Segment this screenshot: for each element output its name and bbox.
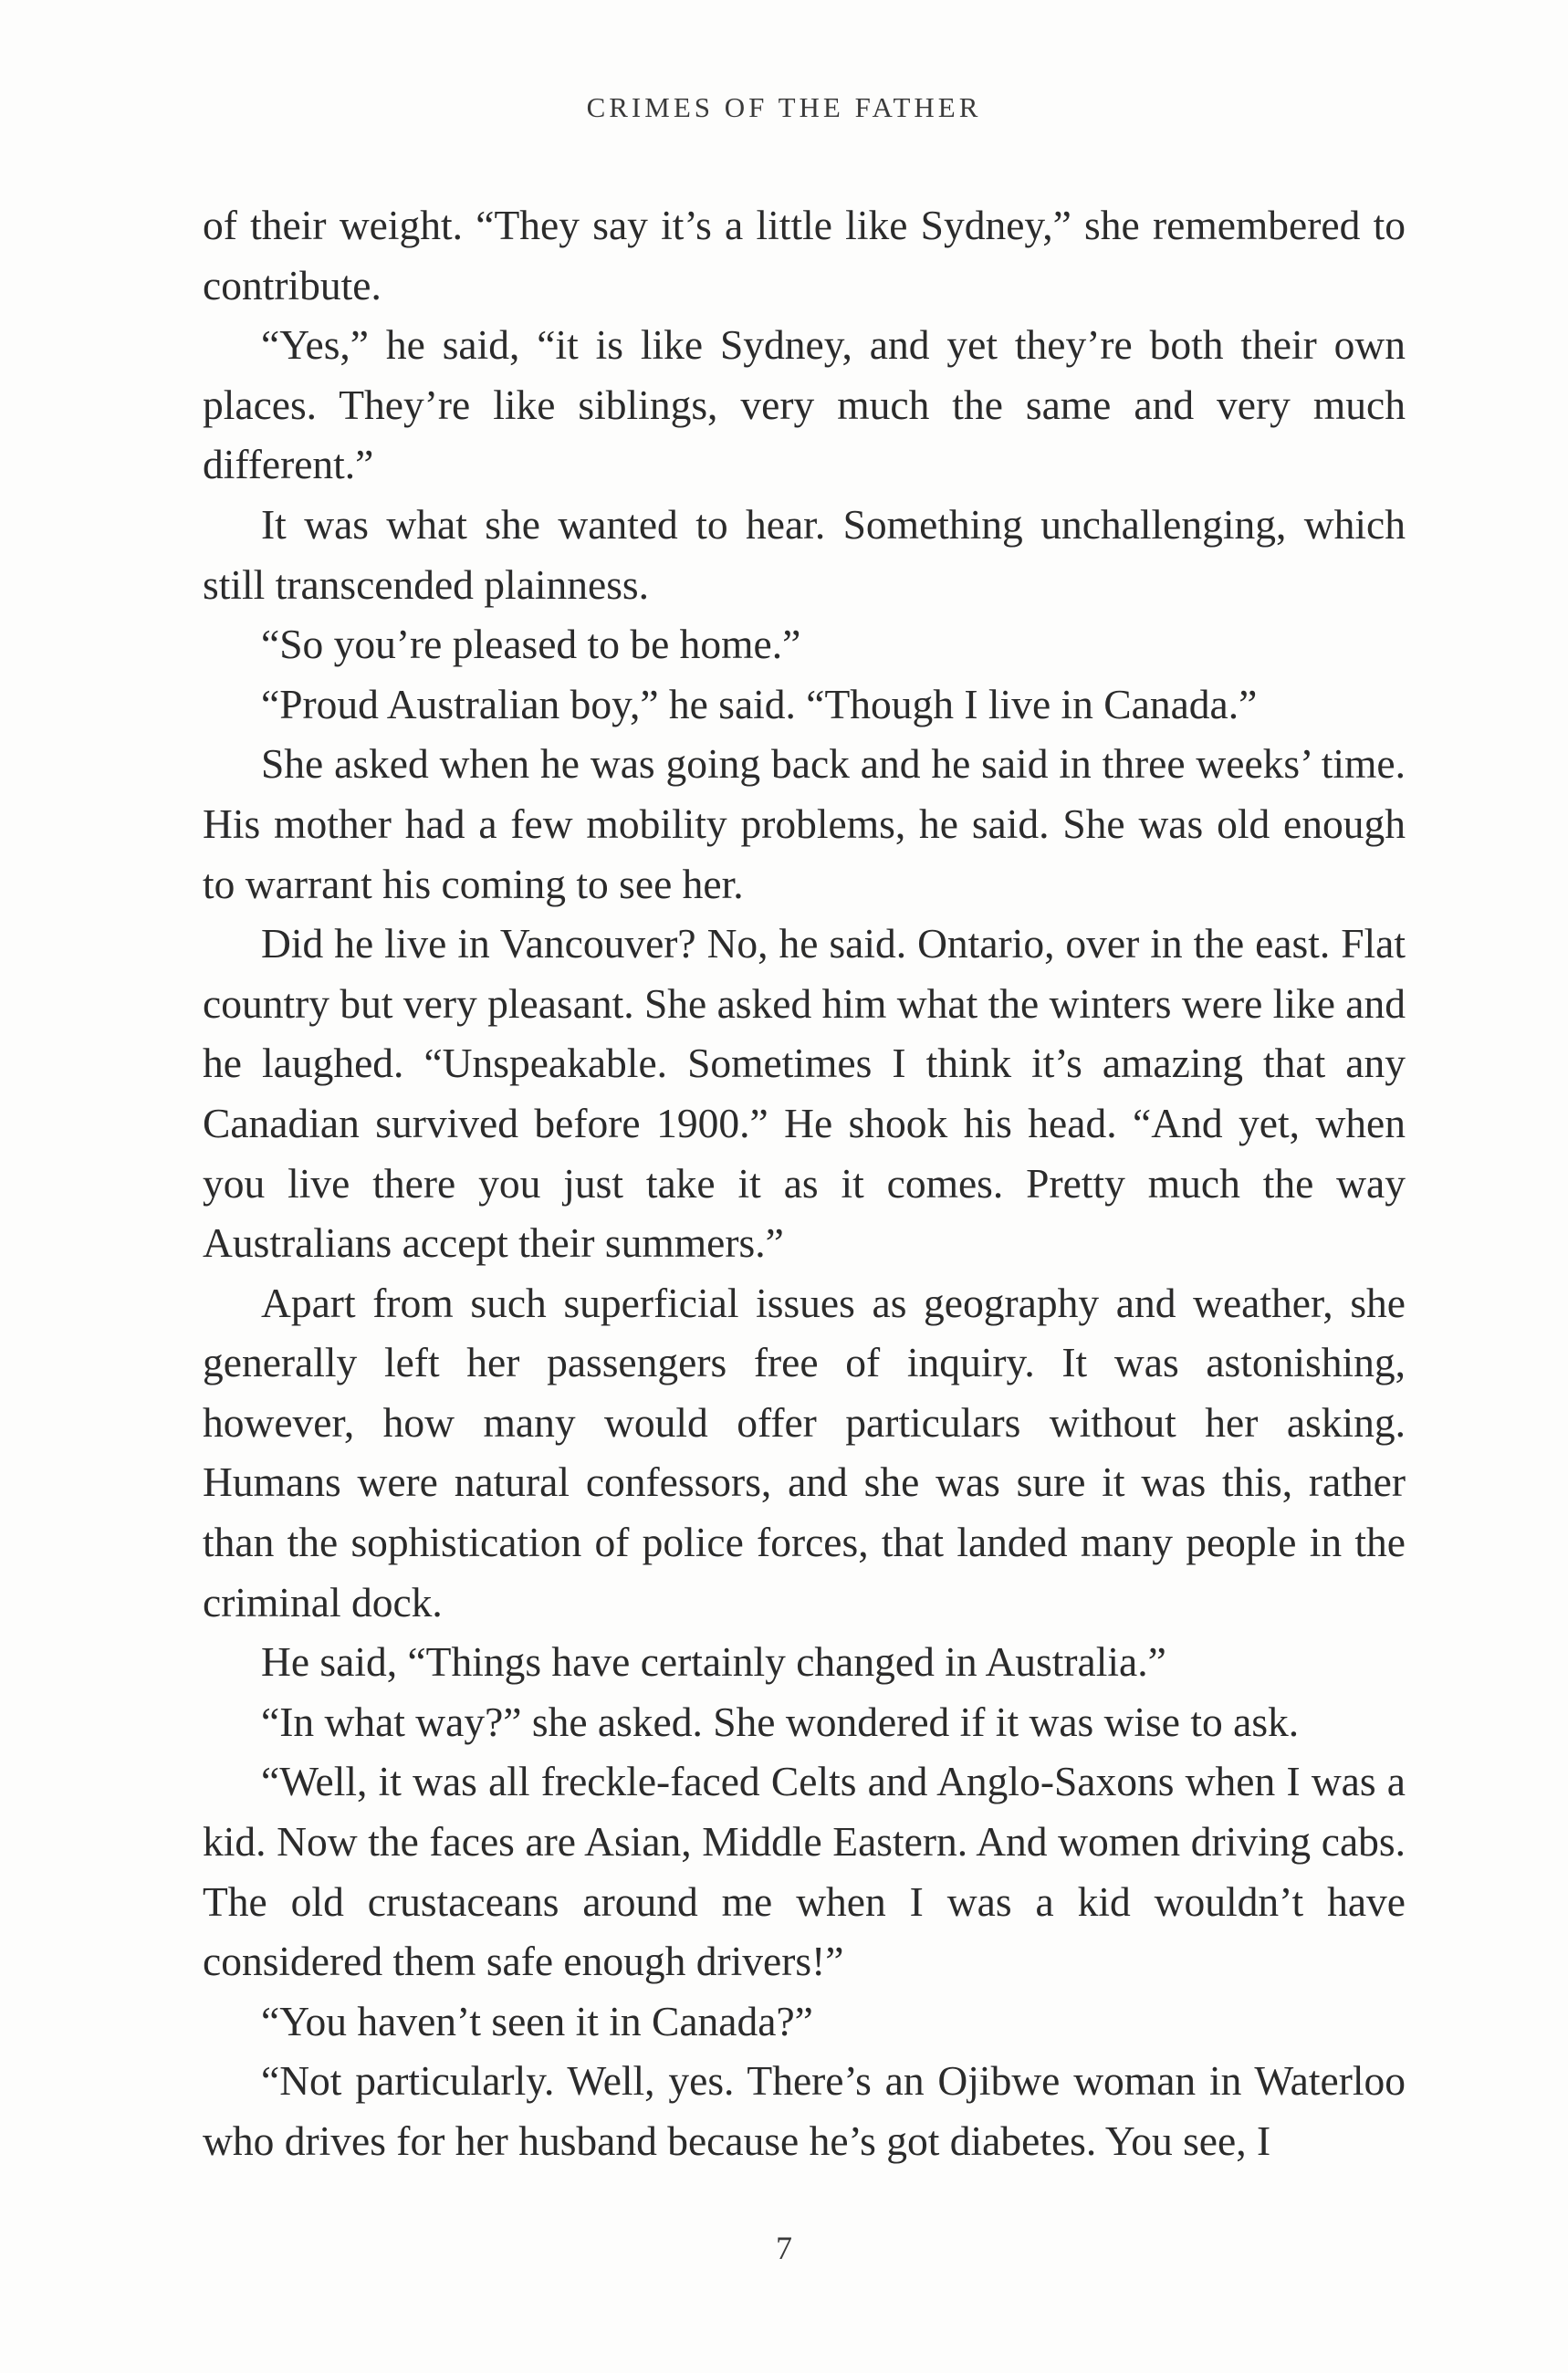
paragraph: “Well, it was all freckle-faced Celts and Anglo-Saxons when I was a kid. Now the faces are Asian, Middle Eastern. And women driving cabs. The old crustaceans around me when I was a kid wouldn’t have considered them safe enough drivers!” bbox=[203, 1758, 1406, 1985]
paragraph: It was what she wanted to hear. Something unchallenging, which still transcended plainness. bbox=[203, 500, 1406, 608]
page-number: 7 bbox=[776, 2230, 792, 2266]
running-head: CRIMES OF THE FATHER bbox=[586, 91, 982, 123]
paragraph: Did he live in Vancouver? No, he said. Ontario, over in the east. Flat country but very pleasant. She asked him what the winters were like and he laughed. “Unspeakable. Sometimes I think it’s amazing that any Canadian survived before 1900.” He shook his head. “And yet, when you live there you just take it as it comes. Pretty much the way Australians accept their summers.” bbox=[203, 920, 1406, 1267]
paragraph: “In what way?” she asked. She wondered if it was wise to ask. bbox=[261, 1698, 1300, 1745]
paragraph: “Yes,” he said, “it is like Sydney, and yet they’re both their own places. They’re like siblings, very much the same and very much different.” bbox=[203, 321, 1406, 488]
paragraph: “You haven’t seen it in Canada?” bbox=[261, 1997, 813, 2044]
paragraph: He said, “Things have certainly changed in Australia.” bbox=[261, 1638, 1166, 1686]
body-text bbox=[203, 195, 1406, 2171]
paragraph: of their weight. “They say it’s a little like Sydney,” she remembered to contribute. bbox=[203, 202, 1406, 308]
paragraph: She asked when he was going back and he said in three weeks’ time. His mother had a few mobility problems, he said. She was old enough to warrant his coming to see her. bbox=[203, 740, 1406, 907]
paragraph: Apart from such superficial issues as geography and weather, she generally left her passengers free of inquiry. It was astonishing, however, how many would offer particulars without her asking. Humans were natural confessors, and she was sure it was this, rather than the sophistication of police forces, that landed many people in the criminal dock. bbox=[203, 1279, 1406, 1626]
paragraph: “Proud Australian boy,” he said. “Though I live in Canada.” bbox=[261, 680, 1258, 727]
paragraph: “Not particularly. Well, yes. There’s an Ojibwe woman in Waterloo who drives for her husband because he’s got diabetes. You see, I bbox=[203, 2057, 1406, 2164]
paragraph: “So you’re pleased to be home.” bbox=[261, 621, 801, 668]
